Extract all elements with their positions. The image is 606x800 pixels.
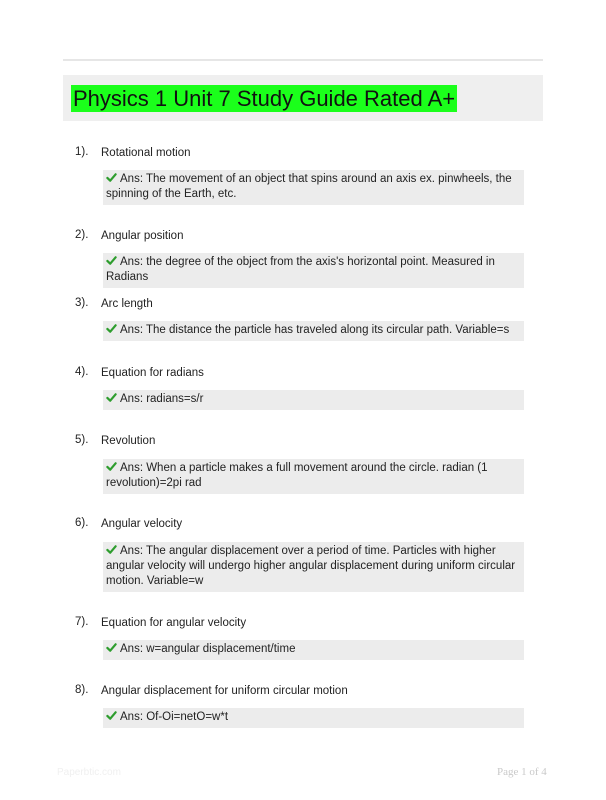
answer-box xyxy=(103,542,524,592)
question-text: Equation for radians xyxy=(101,367,204,379)
answer-text: Ans: The movement of an object that spins around an axis ex. pinwheels, the spinning of the Earth, etc. xyxy=(106,173,512,200)
item-number: 4). xyxy=(75,366,89,378)
item-number: 3). xyxy=(75,297,89,309)
footer-watermark: Paperbtic.com xyxy=(57,767,121,778)
answer-box xyxy=(103,708,524,728)
page-number: Page 1 of 4 xyxy=(497,766,547,778)
answer-box xyxy=(103,640,524,660)
item-number: 2). xyxy=(75,229,89,241)
item-number: 6). xyxy=(75,517,89,529)
checkmark-icon xyxy=(106,461,117,472)
checkmark-icon xyxy=(106,710,117,721)
checkmark-icon xyxy=(106,172,117,183)
answer-text: Ans: the degree of the object from the axis's horizontal point. Measured in Radians xyxy=(106,256,495,283)
question-text: Arc length xyxy=(101,298,153,310)
answer-box xyxy=(103,390,524,410)
answer-text: Ans: The angular displacement over a period of time. Particles with higher angular velocity will undergo higher angular displacement during uniform circular motion. Variable=w xyxy=(106,545,516,587)
question-text: Revolution xyxy=(101,435,156,447)
answer-text: Ans: w=angular displacement/time xyxy=(120,643,296,655)
item-number: 5). xyxy=(75,434,89,446)
answer-text: Ans: radians=s/r xyxy=(120,393,204,405)
item-number: 7). xyxy=(75,616,89,628)
item-number: 1). xyxy=(75,146,89,158)
answer-box xyxy=(103,459,524,494)
answer-text: Ans: Of-Oi=netO=w*t xyxy=(120,711,229,723)
top-rule xyxy=(63,59,543,61)
answer-box xyxy=(103,253,524,288)
checkmark-icon xyxy=(106,255,117,266)
title-box xyxy=(63,75,543,121)
question-text: Rotational motion xyxy=(101,147,191,159)
question-text: Angular velocity xyxy=(101,518,183,530)
question-text: Angular position xyxy=(101,230,184,242)
answer-text: Ans: The distance the particle has traveled along its circular path. Variable=s xyxy=(120,324,510,336)
checkmark-icon xyxy=(106,323,117,334)
item-number: 8). xyxy=(75,684,89,696)
answer-box xyxy=(103,170,524,205)
checkmark-icon xyxy=(106,642,117,653)
answer-box xyxy=(103,321,524,341)
page-title: Physics 1 Unit 7 Study Guide Rated A+ xyxy=(73,86,456,111)
question-text: Equation for angular velocity xyxy=(101,617,247,629)
question-text: Angular displacement for uniform circular motion xyxy=(101,685,348,697)
answer-text: Ans: When a particle makes a full movement around the circle. radian (1 revolution)=2pi rad xyxy=(106,462,488,489)
checkmark-icon xyxy=(106,544,117,555)
checkmark-icon xyxy=(106,392,117,403)
